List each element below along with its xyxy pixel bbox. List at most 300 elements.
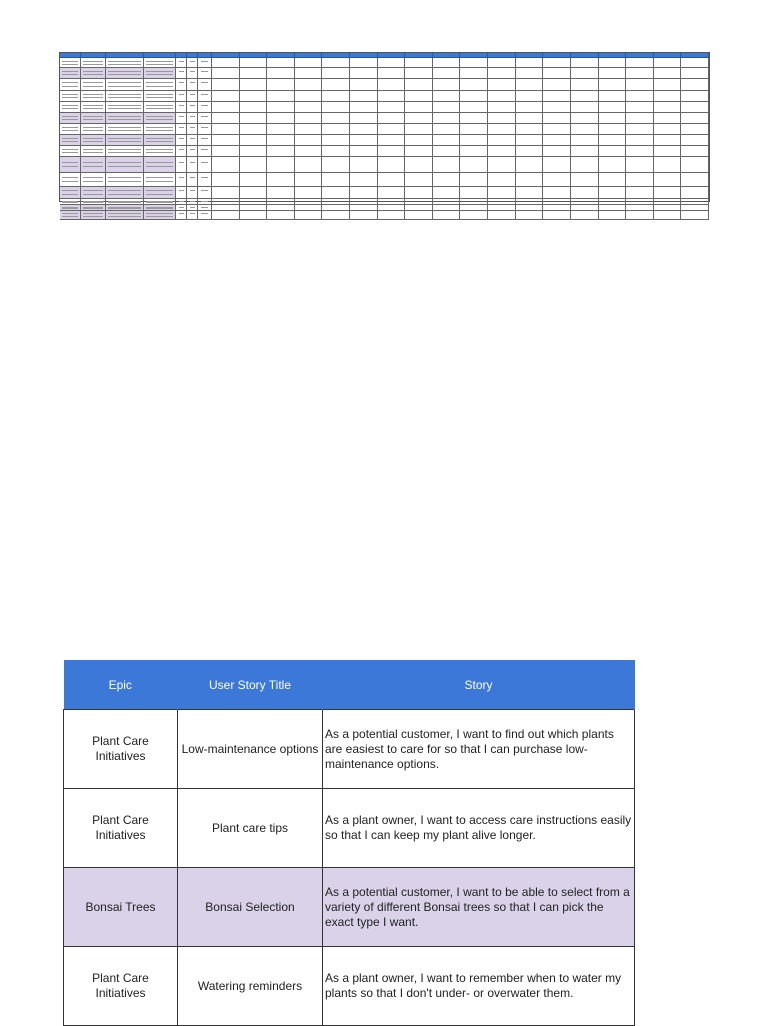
overview-cell [176,187,187,199]
overview-cell [144,211,176,220]
overview-cell [212,157,240,173]
overview-cell [240,58,268,68]
overview-cell [405,187,433,199]
overview-cell [543,187,571,199]
overview-cell [198,58,212,68]
overview-cell [60,124,81,135]
overview-cell [60,135,81,146]
overview-cell [571,91,599,102]
overview-cell [267,124,295,135]
overview-cell [516,79,544,91]
overview-cell [240,124,268,135]
cell-story: As a plant owner, I want to access care instructions easily so that I can keep my plant alive longer. [323,789,635,868]
overview-cell [350,79,378,91]
overview-cell [212,113,240,124]
overview-cell [144,68,176,79]
overview-cell [322,173,350,187]
overview-cell [516,102,544,113]
overview-cell [543,113,571,124]
overview-cell [295,187,323,199]
overview-cell [106,211,144,220]
overview-cell [654,146,682,157]
overview-cell [176,173,187,187]
overview-cell [295,58,323,68]
overview-cell [433,124,461,135]
overview-cell [599,173,627,187]
table-row [64,789,635,868]
overview-cell [433,68,461,79]
overview-cell [433,102,461,113]
overview-cell [106,58,144,68]
overview-cell [626,79,654,91]
table-row [64,947,635,1026]
overview-cell [626,146,654,157]
overview-cell [144,102,176,113]
overview-cell [350,91,378,102]
overview-cell [681,124,709,135]
overview-cell [240,146,268,157]
overview-cell [106,146,144,157]
overview-cell [60,102,81,113]
overview-cell [267,146,295,157]
overview-cell [460,113,488,124]
overview-cell [144,135,176,146]
overview-cell [405,58,433,68]
overview-cell [106,91,144,102]
overview-cell [212,58,240,68]
overview-cell [543,102,571,113]
spreadsheet-overview [59,52,710,202]
overview-cell [106,173,144,187]
overview-cell [599,58,627,68]
overview-cell [378,124,406,135]
overview-cell [240,79,268,91]
overview-cell [543,68,571,79]
overview-cell [295,135,323,146]
overview-cell [433,146,461,157]
overview-cell [571,157,599,173]
overview-cell [433,173,461,187]
overview-cell [571,187,599,199]
overview-cell [322,146,350,157]
overview-cell [681,68,709,79]
overview-cell [626,211,654,220]
overview-cell [240,135,268,146]
overview-cell [681,135,709,146]
overview-cell [81,113,106,124]
overview-cell [405,102,433,113]
overview-cell [460,58,488,68]
overview-cell [654,68,682,79]
overview-cell [81,124,106,135]
overview-cell [240,91,268,102]
cell-epic: Bonsai Trees [64,868,178,947]
overview-cell [106,113,144,124]
overview-cell [516,58,544,68]
overview-cell [654,211,682,220]
overview-cell [295,91,323,102]
overview-cell [60,68,81,79]
overview-cell [681,211,709,220]
overview-cell [654,187,682,199]
overview-cell [571,113,599,124]
overview-cell [378,157,406,173]
overview-cell [378,91,406,102]
overview-cell [176,211,187,220]
overview-cell [350,173,378,187]
overview-cell [488,58,516,68]
overview-cell [681,102,709,113]
overview-cell [187,157,198,173]
overview-cell [81,211,106,220]
overview-cell [322,102,350,113]
overview-cell [176,102,187,113]
cell-epic: Plant Care Initiatives [64,710,178,789]
overview-cell [488,211,516,220]
overview-cell [488,68,516,79]
overview-cell [187,124,198,135]
overview-cell [460,91,488,102]
overview-cell [543,211,571,220]
overview-cell [176,58,187,68]
overview-cell [654,124,682,135]
overview-cell [654,113,682,124]
overview-cell [212,91,240,102]
overview-cell [516,135,544,146]
overview-cell [187,79,198,91]
overview-cell [599,146,627,157]
overview-cell [60,157,81,173]
overview-cell [240,113,268,124]
overview-cell [267,58,295,68]
overview-cell [267,135,295,146]
overview-cell [405,68,433,79]
overview-cell [267,91,295,102]
overview-cell [626,102,654,113]
cell-title: Low-maintenance options [178,710,323,789]
overview-cell [460,173,488,187]
overview-cell [322,157,350,173]
overview-cell [433,211,461,220]
overview-cell [599,68,627,79]
cell-title: Watering reminders [178,947,323,1026]
overview-cell [543,58,571,68]
overview-cell [571,211,599,220]
overview-cell [106,102,144,113]
overview-cell [81,173,106,187]
overview-cell [198,124,212,135]
overview-cell [350,58,378,68]
overview-cell [378,173,406,187]
overview-cell [198,102,212,113]
overview-cell [626,91,654,102]
overview-cell [295,157,323,173]
overview-cell [626,173,654,187]
overview-cell [543,91,571,102]
overview-cell [81,91,106,102]
overview-cell [81,68,106,79]
overview-cell [81,58,106,68]
overview-cell [176,79,187,91]
overview-cell [599,135,627,146]
overview-cell [405,146,433,157]
overview-cell [681,79,709,91]
overview-cell [198,187,212,199]
overview-cell [187,91,198,102]
overview-cell [212,68,240,79]
overview-cell [106,68,144,79]
header-epic: Epic [64,660,178,710]
overview-cell [433,113,461,124]
overview-cell [322,135,350,146]
overview-cell [433,79,461,91]
overview-cell [681,157,709,173]
overview-cell [350,146,378,157]
overview-cell [212,173,240,187]
cell-title: Bonsai Selection [178,868,323,947]
cell-story: As a plant owner, I want to remember when to water my plants so that I don't under- or overwater them. [323,947,635,1026]
cell-title: Plant care tips [178,789,323,868]
overview-cell [516,187,544,199]
overview-cell [106,79,144,91]
overview-cell [626,58,654,68]
overview-cell [144,157,176,173]
overview-cell [460,79,488,91]
overview-cell [81,187,106,199]
overview-cell [626,157,654,173]
overview-cell [144,113,176,124]
overview-cell [295,113,323,124]
overview-cell [198,91,212,102]
overview-cell [322,79,350,91]
overview-cell [144,79,176,91]
overview-cell [654,135,682,146]
overview-cell [322,124,350,135]
overview-cell [433,157,461,173]
overview-cell [267,68,295,79]
overview-cell [488,113,516,124]
overview-cell [187,58,198,68]
overview-cell [198,79,212,91]
overview-cell [187,211,198,220]
overview-cell [60,58,81,68]
overview-cell [681,146,709,157]
overview-cell [144,58,176,68]
overview-cell [405,91,433,102]
overview-cell [433,135,461,146]
overview-cell [378,211,406,220]
overview-cell [681,91,709,102]
overview-cell [654,173,682,187]
header-user-story-title: User Story Title [178,660,323,710]
overview-cell [626,187,654,199]
overview-cell [267,79,295,91]
overview-cell [516,157,544,173]
overview-cell [433,58,461,68]
overview-cell [516,113,544,124]
overview-cell [106,157,144,173]
overview-cell [433,91,461,102]
overview-cell [350,157,378,173]
overview-cell [516,211,544,220]
overview-cell [176,68,187,79]
cell-story: As a potential customer, I want to be able to select from a variety of different Bonsai trees so that I can pick the exact type I want. [323,868,635,947]
overview-cell [350,187,378,199]
user-stories-table [63,660,635,1026]
overview-cell [405,135,433,146]
overview-cell [187,135,198,146]
overview-cell [106,187,144,199]
overview-cell [60,113,81,124]
overview-cell [599,113,627,124]
overview-cell [176,124,187,135]
overview-cell [488,79,516,91]
overview-cell [488,173,516,187]
overview-cell [81,157,106,173]
overview-cell [187,113,198,124]
overview-cell [212,102,240,113]
overview-cell [378,58,406,68]
overview-cell [240,68,268,79]
overview-cell [571,135,599,146]
overview-cell [198,113,212,124]
overview-cell [378,68,406,79]
overview-cell [378,135,406,146]
overview-cell [599,91,627,102]
overview-cell [198,173,212,187]
overview-cell [571,124,599,135]
overview-cell [460,146,488,157]
overview-cell [198,146,212,157]
overview-cell [187,146,198,157]
overview-cell [488,135,516,146]
overview-cell [240,173,268,187]
overview-cell [144,124,176,135]
overview-cell [240,187,268,199]
overview-cell [350,113,378,124]
overview-cell [144,146,176,157]
overview-cell [350,68,378,79]
overview-cell [212,135,240,146]
overview-cell [405,124,433,135]
overview-cell [543,157,571,173]
overview-cell [106,135,144,146]
overview-cell [295,146,323,157]
overview-cell [322,187,350,199]
overview-cell [405,211,433,220]
overview-cell [322,113,350,124]
overview-cell [267,102,295,113]
overview-cell [654,102,682,113]
overview-cell [681,173,709,187]
overview-cell [295,79,323,91]
overview-cell [350,211,378,220]
overview-cell [599,157,627,173]
overview-cell [267,113,295,124]
overview-cell [240,157,268,173]
overview-cell [460,124,488,135]
overview-cell [176,91,187,102]
overview-cell [599,124,627,135]
overview-cell [460,102,488,113]
cell-epic: Plant Care Initiatives [64,789,178,868]
overview-cell [516,146,544,157]
overview-cell [488,187,516,199]
overview-cell [176,113,187,124]
overview-cell [212,187,240,199]
overview-cell [60,187,81,199]
overview-cell [198,157,212,173]
overview-cell [378,187,406,199]
cell-story: As a potential customer, I want to find out which plants are easiest to care for so that I can purchase low-maintenance options. [323,710,635,789]
overview-cell [212,211,240,220]
overview-cell [516,173,544,187]
overview-cell [378,146,406,157]
overview-cell [212,146,240,157]
overview-cell [350,102,378,113]
overview-cell [405,173,433,187]
overview-cell [516,91,544,102]
overview-cell [599,79,627,91]
overview-cell [571,68,599,79]
overview-cell [571,102,599,113]
overview-cell [295,68,323,79]
overview-cell [654,157,682,173]
overview-cell [350,135,378,146]
cell-epic: Plant Care Initiatives [64,947,178,1026]
overview-cell [81,102,106,113]
overview-cell [626,113,654,124]
overview-cell [176,146,187,157]
overview-cell [543,124,571,135]
overview-cell [295,173,323,187]
overview-cell [378,113,406,124]
overview-cell [212,79,240,91]
overview-cell [187,102,198,113]
overview-cell [176,135,187,146]
overview-cell [322,211,350,220]
overview-cell [378,79,406,91]
table-row [64,868,635,947]
overview-cell [60,146,81,157]
overview-cell [488,124,516,135]
overview-cell [460,211,488,220]
overview-cell [81,135,106,146]
overview-cell [405,79,433,91]
overview-cell [198,135,212,146]
overview-cell [460,157,488,173]
overview-cell [144,173,176,187]
overview-cell [198,68,212,79]
overview-cell [571,79,599,91]
overview-cell [322,58,350,68]
overview-cell [654,58,682,68]
overview-cell [378,102,406,113]
overview-cell [543,173,571,187]
overview-cell [488,102,516,113]
overview-cell [516,124,544,135]
overview-cell [543,79,571,91]
overview-cell [654,91,682,102]
overview-cell [543,146,571,157]
header-story: Story [323,660,635,710]
overview-cell [176,157,187,173]
table-header-row [64,660,635,710]
overview-cell [187,68,198,79]
overview-cell [106,124,144,135]
overview-cell [460,68,488,79]
overview-cell [81,146,106,157]
